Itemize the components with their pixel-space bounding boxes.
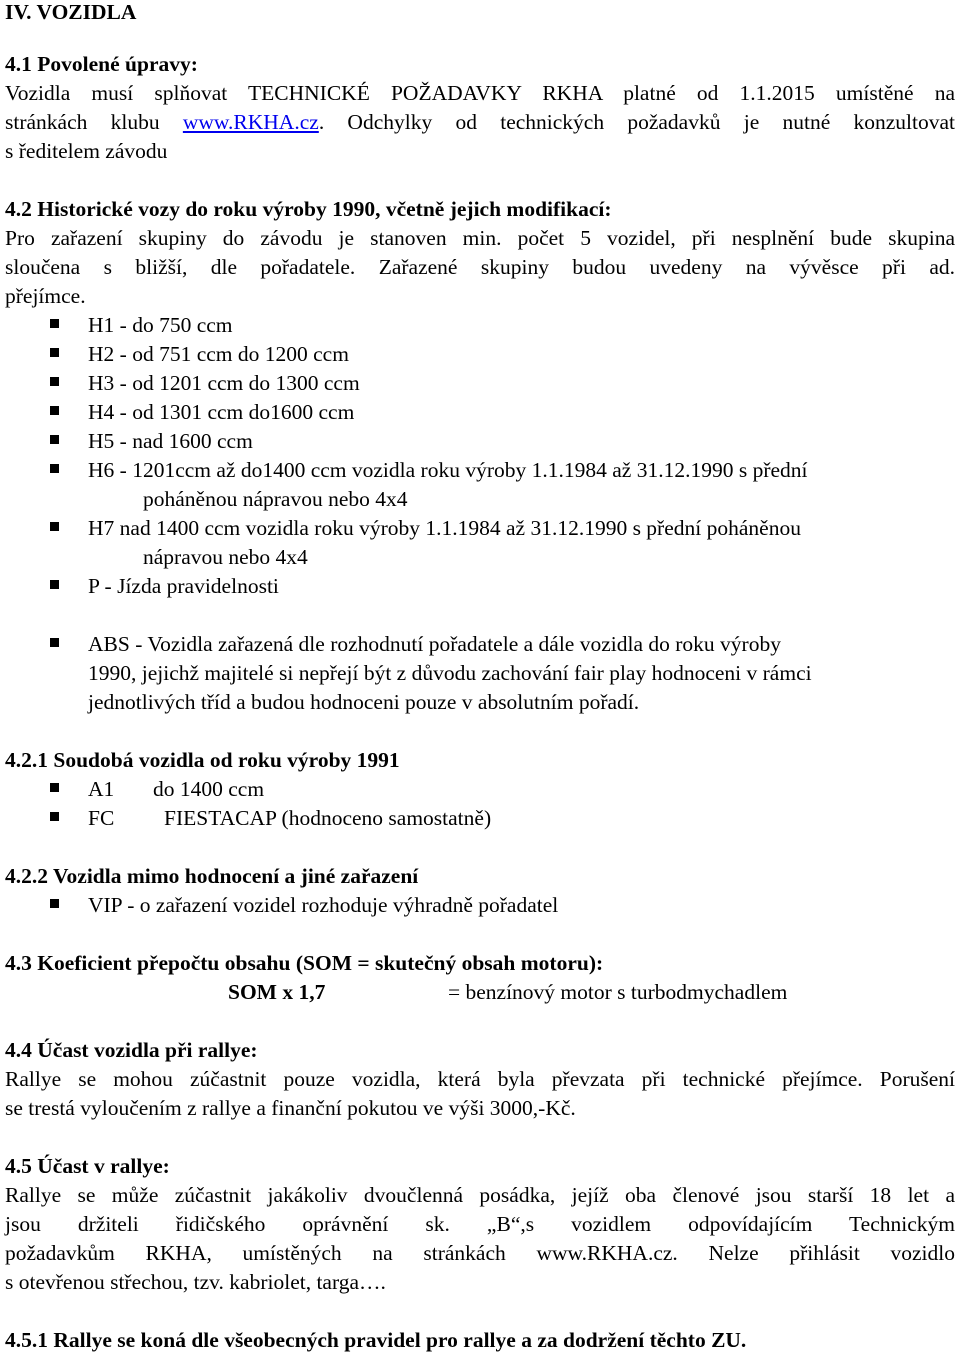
bullet-square-icon <box>50 783 59 792</box>
class-code: FC <box>88 806 115 830</box>
class-code: H1 <box>88 313 115 337</box>
class-description: - od 1301 ccm do1600 ccm <box>114 400 355 424</box>
class-description: - do 750 ccm <box>114 313 233 337</box>
rkha-website-link[interactable]: www.RKHA.cz <box>182 110 319 134</box>
bullet-square-icon <box>50 377 59 386</box>
bullet-square-icon <box>50 899 59 908</box>
section-4-4-title: 4.4 Účast vozidla při rallye: <box>5 1038 258 1062</box>
class-code: H3 <box>88 371 115 395</box>
section-4-5-text-line: požadavkům RKHA, umístěných na stránkách www.RKHA.cz. Nelze přihlásit vozidlo <box>5 1241 955 1265</box>
section-4-5-text-line: Rallye se může zúčastnit jakákoliv dvoučlenná posádka, jejíž oba členové jsou starší 18 let a <box>5 1183 955 1207</box>
section-4-2-1-title: 4.2.1 Soudobá vozidla od roku výroby 1991 <box>5 748 400 772</box>
bullet-square-icon <box>50 464 59 473</box>
list-item-continuation: poháněnou nápravou nebo 4x4 <box>143 487 408 511</box>
section-4-5-title: 4.5 Účast v rallye: <box>5 1154 170 1178</box>
class-code: H7 <box>88 516 115 540</box>
bullet-square-icon <box>50 319 59 328</box>
bullet-square-icon <box>50 348 59 357</box>
class-code: H4 <box>88 400 115 424</box>
list-item-continuation: 1990, jejichž majitelé si nepřejí být z důvodu zachování fair play hodnoceni v rámci <box>88 661 812 685</box>
class-description: - Vozidla zařazená dle rozhodnutí pořadatele a dále vozidla do roku výroby <box>129 632 781 656</box>
section-4-4-text-line: se trestá vyloučením z rallye a finanční pokutou ve výši 3000,-Kč. <box>5 1096 576 1120</box>
section-4-2-text-line: přejímce. <box>5 284 86 308</box>
section-4-5-text-line: s otevřenou střechou, tzv. kabriolet, targa…. <box>5 1270 386 1294</box>
text-fragment: . Odchylky od technických požadavků je nutné konzultovat <box>318 110 956 134</box>
class-description: - od 751 ccm do 1200 ccm <box>114 342 349 366</box>
bullet-square-icon <box>50 812 59 821</box>
class-code: A1 <box>88 777 115 801</box>
formula-som: SOM x 1,7 <box>228 980 326 1004</box>
class-code: P <box>88 574 100 598</box>
class-code: ABS <box>88 632 130 656</box>
class-description: - nad 1600 ccm <box>114 429 253 453</box>
chapter-heading: IV. VOZIDLA <box>5 0 137 24</box>
section-4-5-text-line: jsou držiteli řidičského oprávnění sk. „B“,s vozidlem odpovídajícím Technickým <box>5 1212 955 1236</box>
class-description: - o zařazení vozidel rozhoduje výhradně pořadatel <box>121 893 559 917</box>
section-4-2-title: 4.2 Historické vozy do roku výroby 1990, včetně jejich modifikací: <box>5 197 612 221</box>
bullet-square-icon <box>50 522 59 531</box>
class-code: H5 <box>88 429 115 453</box>
section-4-2-2-title: 4.2.2 Vozidla mimo hodnocení a jiné zařazení <box>5 864 419 888</box>
formula-description: = benzínový motor s turbodmychadlem <box>448 980 788 1004</box>
class-code: H2 <box>88 342 115 366</box>
class-code: VIP <box>88 893 122 917</box>
section-4-1-text-line: s ředitelem závodu <box>5 139 168 163</box>
class-description: - 1201ccm až do1400 ccm vozidla roku výroby 1.1.1984 až 31.12.1990 s přední <box>114 458 808 482</box>
bullet-square-icon <box>50 580 59 589</box>
bullet-square-icon <box>50 435 59 444</box>
section-4-2-text-line: Pro zařazení skupiny do závodu je stanoven min. počet 5 vozidel, při nesplnění bude skupina <box>5 226 955 250</box>
bullet-square-icon <box>50 638 59 647</box>
text-fragment: stránkách klubu <box>5 110 183 134</box>
section-4-4-text-line: Rallye se mohou zúčastnit pouze vozidla, která byla převzata při technické přejímce. Porušení <box>5 1067 955 1091</box>
class-description: - od 1201 ccm do 1300 ccm <box>114 371 360 395</box>
class-description: nad 1400 ccm vozidla roku výroby 1.1.1984 až 31.12.1990 s přední poháněnou <box>114 516 801 540</box>
section-4-5-1-title: 4.5.1 Rallye se koná dle všeobecných pravidel pro rallye a za dodržení těchto ZU. <box>5 1328 747 1352</box>
list-item-continuation: nápravou nebo 4x4 <box>143 545 308 569</box>
class-description: do 1400 ccm <box>153 777 265 801</box>
bullet-square-icon <box>50 406 59 415</box>
section-4-1-text-line <box>5 108 955 137</box>
section-4-2-text-line: sloučena s bližší, dle pořadatele. Zařazené skupiny budou uvedeny na vývěsce při ad. <box>5 255 955 279</box>
class-description: - Jízda pravidelnosti <box>99 574 279 598</box>
section-4-1-title: 4.1 Povolené úpravy: <box>5 52 198 76</box>
class-code: H6 <box>88 458 115 482</box>
list-item-continuation: jednotlivých tříd a budou hodnoceni pouze v absolutním pořadí. <box>88 690 640 714</box>
section-4-3-title: 4.3 Koeficient přepočtu obsahu (SOM = skutečný obsah motoru): <box>5 951 604 975</box>
section-4-1-text-line: Vozidla musí splňovat TECHNICKÉ POŽADAVKY RKHA platné od 1.1.2015 umístěné na <box>5 81 955 105</box>
class-description: FIESTACAP (hodnoceno samostatně) <box>164 806 492 830</box>
